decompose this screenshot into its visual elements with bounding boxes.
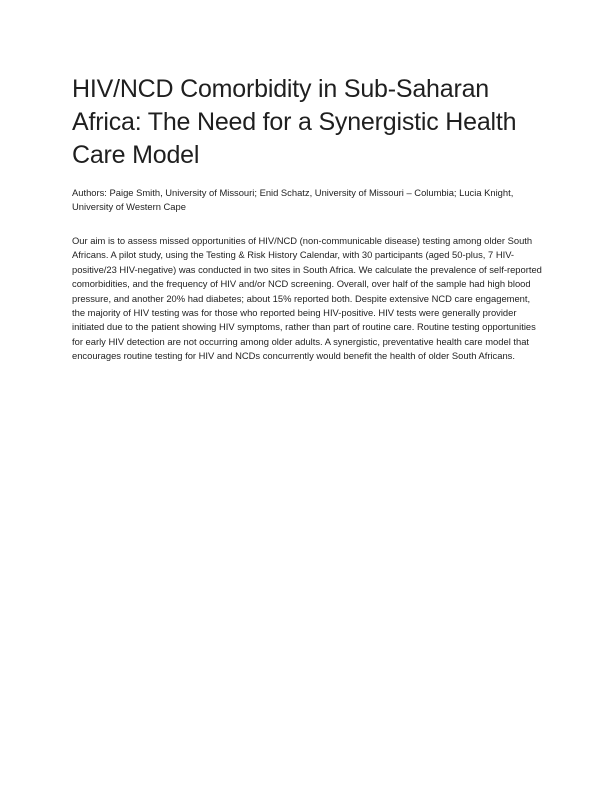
document-title: HIV/NCD Comorbidity in Sub-Saharan Africa: The Need for a Synergistic Health Care Model (72, 75, 517, 169)
authors-line: Authors: Paige Smith, University of Missouri; Enid Schatz, University of Missouri – Columbia; Lucia Knight, University of Western Cape (72, 187, 514, 213)
abstract-paragraph: Our aim is to assess missed opportunities of HIV/NCD (non-communicable disease) testing among older South Africans. A pilot study, using the Testing & Risk History Calendar, with 30 participants (aged 50-plus, 7 HIV-positive/23 HIV-negative) was conducted in two sites in South Africa. We calculate the prevalence of self-reported comorbidities, and the frequency of HIV and/or NCD screening. Overall, over half of the sample had high blood pressure, and another 20% had diabetes; about 15% reported both. Despite extensive NCD care engagement, the majority of HIV testing was for those who reported being HIV-positive. HIV tests were generally provider initiated due to the patient showing HIV symptoms, rather than part of routine care. Routine testing opportunities for early HIV detection are not occurring among older adults. A synergistic, preventative health care model that encourages routine testing for HIV and NCDs concurrently would benefit the health of older South Africans. (72, 235, 542, 362)
